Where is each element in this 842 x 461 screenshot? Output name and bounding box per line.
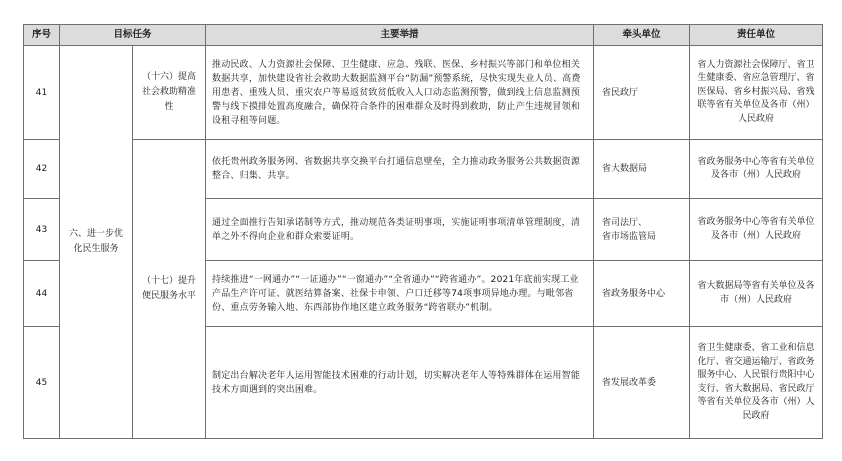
- measure-cell: 通过全面推行告知承诺制等方式，推动规范各类证明事项，实施证明事项清单管理制度，清单之外不得向企业和群众索要证明。: [206, 199, 594, 261]
- row-number: 42: [24, 140, 60, 199]
- lead-unit-cell: 省发展改革委: [594, 327, 690, 439]
- lead-unit-cell: 省司法厅、 省市场监管局: [594, 199, 690, 261]
- header-lead: 牵头单位: [594, 25, 690, 46]
- task-table: [23, 24, 823, 439]
- lead-unit-cell: 省政务服务中心: [594, 261, 690, 327]
- table-row: [24, 46, 823, 140]
- table-header-row: [24, 25, 823, 46]
- goal-group-6: 六、进一步优化民生服务: [60, 46, 133, 439]
- header-goal: 目标任务: [60, 25, 206, 46]
- sub-goal-17: （十七）提升便民服务水平: [133, 140, 206, 439]
- responsible-unit-cell: 省政务服务中心等省有关单位及各市（州）人民政府: [690, 199, 823, 261]
- measure-cell: 制定出台解决老年人运用智能技术困难的行动计划，切实解决老年人等特殊群体在运用智能技术方面遇到的突出困难。: [206, 327, 594, 439]
- row-number: 43: [24, 199, 60, 261]
- lead-unit-cell: 省民政厅: [594, 46, 690, 140]
- responsible-unit-cell: 省人力资源社会保障厅、省卫生健康委、省应急管理厅、省医保局、省乡村振兴局、省残联等省有关单位及各市（州）人民政府: [690, 46, 823, 140]
- measure-cell: 持续推进“一网通办”“一证通办”“一窗通办”“全省通办”“跨省通办”。2021年底前实现工业产品生产许可证、就医结算备案、社保卡申领、户口迁移等74项事项异地办理。与毗邻省份、重点劳务输入地、东西部协作地区建立政务服务“跨省联办”机制。: [206, 261, 594, 327]
- header-measures: 主要举措: [206, 25, 594, 46]
- measure-cell: 推动民政、人力资源社会保障、卫生健康、应急、残联、医保、乡村振兴等部门和单位相关数据共享，加快建设省社会救助大数据监测平台“防漏”预警系统，尽快实现失业人员、高费用患者、重残人员、重灾农户等易返贫致贫低收入人口动态监测预警，做到线上信息监测预警与线下摸排处置高度融合，确保符合条件的困难群众及时得到救助，防止产生违规冒领和设租寻租等问题。: [206, 46, 594, 140]
- task-table-wrapper: [23, 24, 822, 439]
- row-number: 41: [24, 46, 60, 140]
- responsible-unit-cell: 省大数据局等省有关单位及各市（州）人民政府: [690, 261, 823, 327]
- row-number: 44: [24, 261, 60, 327]
- responsible-unit-cell: 省卫生健康委、省工业和信息化厅、省交通运输厅、省政务服务中心、人民银行贵阳中心支行、省大数据局、省民政厅等省有关单位及各市（州）人民政府: [690, 327, 823, 439]
- responsible-unit-cell: 省政务服务中心等省有关单位及各市（州）人民政府: [690, 140, 823, 199]
- table-row: [24, 140, 823, 199]
- lead-unit-cell: 省大数据局: [594, 140, 690, 199]
- header-resp: 责任单位: [690, 25, 823, 46]
- sub-goal-16: （十六）提高社会救助精准性: [133, 46, 206, 140]
- measure-cell: 依托贵州政务服务网、省数据共享交换平台打通信息壁垒，全力推动政务服务公共数据资源整合、归集、共享。: [206, 140, 594, 199]
- row-number: 45: [24, 327, 60, 439]
- header-num: 序号: [24, 25, 60, 46]
